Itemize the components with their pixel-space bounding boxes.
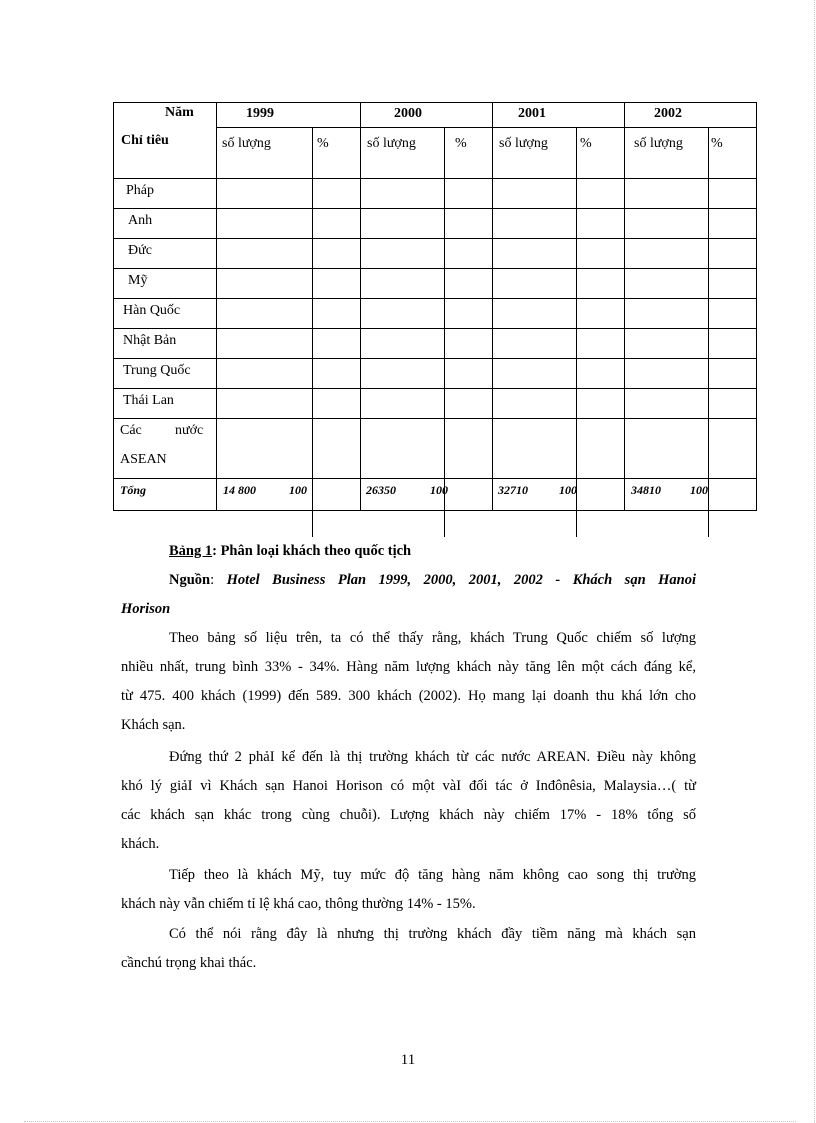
source-text-line1: Hotel Business Plan 1999, 2000, 2001, 2002 - Khách sạn Hanoi: [226, 572, 697, 588]
sub-pct-2000: %: [455, 136, 467, 151]
row-label-germany: Đức: [128, 243, 152, 258]
year-1999: 1999: [246, 106, 274, 121]
total-count-2000: 26350: [366, 483, 396, 497]
row-divider: [113, 268, 757, 269]
paragraph-line: từ 475. 400 khách (1999) đến 589. 300 khách (2002). Họ mang lại doanh thu khá lớn cho: [121, 688, 696, 704]
source-line: [169, 566, 696, 595]
table-caption-text: : Phân loại khách theo quốc tịch: [212, 543, 412, 559]
col-divider: [444, 127, 445, 511]
total-label: Tổng: [120, 483, 147, 497]
paragraph-line: Theo bảng số liệu trên, ta có thể thấy rằng, khách Trung Quốc chiếm số lượng: [169, 630, 696, 646]
paragraph-line: Tiếp theo là khách Mỹ, tuy mức độ tăng hàng năm không cao song thị trường: [169, 867, 696, 883]
paragraph-line: khách.: [121, 836, 160, 852]
table-border-bottom: [113, 510, 757, 511]
row-divider: [113, 298, 757, 299]
row-divider: [113, 388, 757, 389]
sub-pct-2001: %: [580, 136, 592, 151]
total-pct-2002: 100: [690, 483, 708, 497]
row-label-usa: Mỹ: [128, 273, 148, 288]
sub-count-2001: số lượng: [499, 136, 548, 151]
row-label-uk: Anh: [128, 213, 153, 228]
col-divider: [708, 127, 709, 511]
row-label-china: Trung Quốc: [123, 363, 191, 378]
row-divider: [113, 208, 757, 209]
row-divider: [113, 418, 757, 419]
col-divider: [360, 102, 361, 511]
source-text-line2: Horison: [121, 601, 171, 617]
sub-count-2000: số lượng: [367, 136, 416, 151]
row-divider: [113, 358, 757, 359]
source-label: Nguồn: [169, 572, 211, 588]
table-caption: [169, 537, 411, 566]
paragraph-line: cầnchú trọng khai thác.: [121, 955, 257, 971]
table-caption-label: Bảng 1: [169, 543, 213, 559]
col-divider: [492, 102, 493, 511]
table-tail-line: [708, 511, 709, 537]
corner-year-label: Năm: [165, 105, 194, 120]
col-divider: [624, 102, 625, 511]
row-label-korea: Hàn Quốc: [123, 303, 181, 318]
sub-pct-2002: %: [711, 136, 723, 151]
page-number: 11: [400, 1052, 416, 1068]
paragraph-line: các khách sạn khác trong cùng chuỗi). Lượng khách này chiếm 17% - 18% tổng số: [121, 807, 696, 823]
paragraph-line: Khách sạn.: [121, 717, 186, 733]
total-count-2001: 32710: [498, 483, 528, 497]
row-label-japan: Nhật Bản: [123, 333, 177, 348]
corner-indicator-label: Chỉ tiêu: [121, 133, 169, 148]
row-label-thailand: Thái Lan: [123, 393, 174, 408]
total-pct-2001: 100: [559, 483, 577, 497]
col-divider: [312, 127, 313, 511]
paragraph-line: khách này vẫn chiếm tỉ lệ khá cao, thông thường 14% - 15%.: [121, 896, 476, 912]
row-label-asean-line2: ASEAN: [120, 452, 167, 467]
year-2001: 2001: [518, 106, 546, 121]
row-divider: [113, 328, 757, 329]
total-divider: [113, 478, 757, 479]
page-edge-dotted-border: [24, 1121, 796, 1122]
sub-pct-1999: %: [317, 136, 329, 151]
table-tail-line: [576, 511, 577, 537]
paragraph-line: Có thể nói rằng đây là nhưng thị trường khách đầy tiềm năng mà khách sạn: [169, 926, 696, 942]
sub-count-1999: số lượng: [222, 136, 271, 151]
col-divider: [216, 102, 217, 511]
row-label-asean-line1a: Các: [120, 423, 142, 438]
table-border-right: [756, 102, 757, 511]
paragraph-line: nhiều nhất, trung bình 33% - 34%. Hàng năm lượng khách này tăng lên một cách đáng kể,: [121, 659, 696, 675]
nationality-table: [113, 102, 757, 511]
table-border-left: [113, 102, 114, 511]
row-label-france: Pháp: [126, 183, 154, 198]
table-border-top: [113, 102, 757, 103]
total-count-1999: 14 800: [223, 483, 256, 497]
table-tail-line: [312, 511, 313, 537]
page-edge-dotted-border-right: [814, 0, 815, 1123]
col-divider: [576, 127, 577, 511]
row-label-asean-line1b: nước: [175, 423, 204, 438]
row-divider: [113, 238, 757, 239]
source-colon: :: [210, 572, 215, 588]
year-header-divider: [216, 127, 757, 128]
total-count-2002: 34810: [631, 483, 661, 497]
sub-count-2002: số lượng: [634, 136, 683, 151]
table-tail-line: [444, 511, 445, 537]
year-2002: 2002: [654, 106, 682, 121]
total-pct-2000: 100: [430, 483, 448, 497]
total-pct-1999: 100: [289, 483, 307, 497]
header-divider: [113, 178, 757, 179]
paragraph-line: Đứng thứ 2 phảI kể đến là thị trường khách từ các nước AREAN. Điều này không: [169, 749, 696, 765]
year-2000: 2000: [394, 106, 422, 121]
paragraph-line: khó lý giảI vì Khách sạn Hanoi Horison có một vàI đối tác ở Inđônêsia, Malaysia…( từ: [121, 778, 696, 794]
